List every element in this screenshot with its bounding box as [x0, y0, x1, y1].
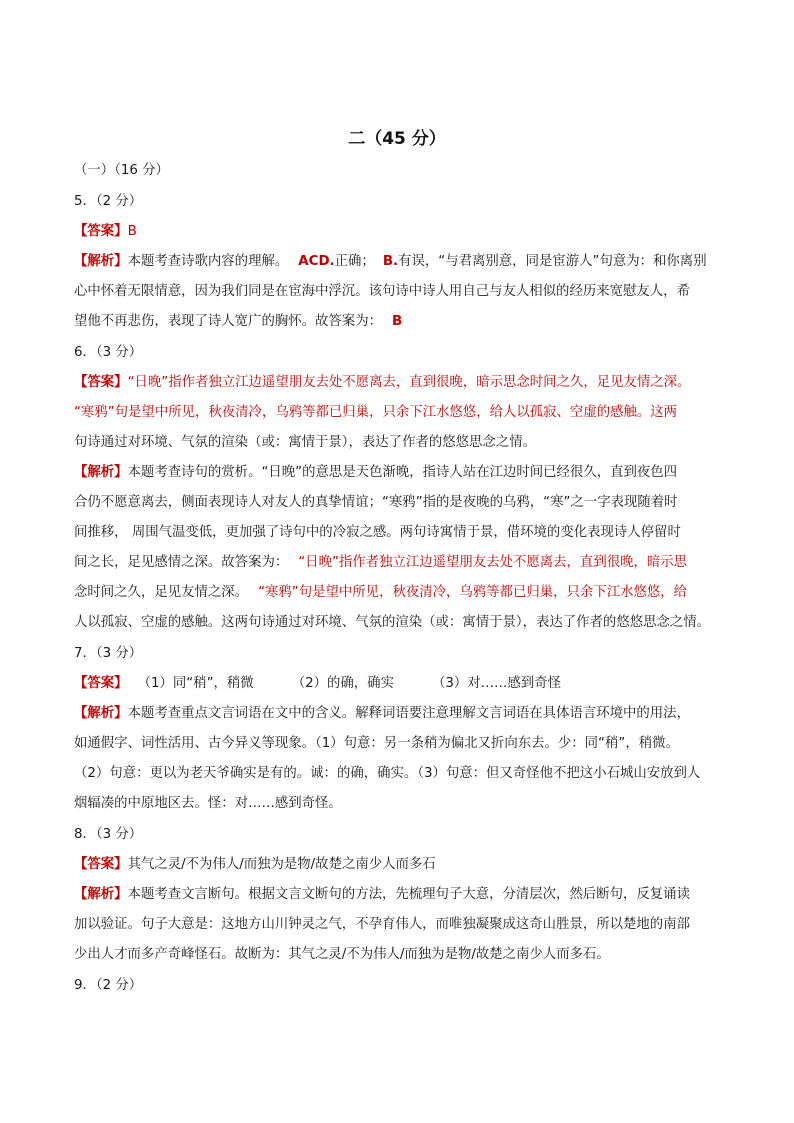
analysis-text: 念时间之久，足见友情之深。: [74, 585, 249, 600]
analysis-final-answer: “寒鸦”句是望中所见，秋夜清冷，乌鸦等都已归巢，只余下江水悠悠，给: [258, 585, 688, 600]
question-6-number: 6．（3 分）: [74, 345, 143, 360]
question-8-number: 8．（3 分）: [74, 827, 143, 842]
question-9-number: 9．（2 分）: [74, 978, 143, 993]
answer-text: B: [127, 224, 137, 239]
analysis-text: 本题考查诗句的赏析。“日晚”的意思是天色渐晚，指诗人站在江边时间已经很久，直到夜色四: [127, 465, 678, 480]
question-6-analysis-line: [74, 458, 724, 488]
analysis-tag: 【解析】: [74, 465, 128, 480]
question-8-answer: [74, 850, 724, 880]
question-7-number: 7．（3 分）: [74, 646, 143, 661]
question-7-answer: [74, 669, 724, 699]
answer-text: 其气之灵/不为伟人/而独为是物/故楚之南少人而多石: [127, 857, 436, 872]
analysis-text: 正确；: [334, 254, 375, 269]
question-6-analysis-line: [74, 578, 724, 608]
section-title: 二（45 分）: [348, 129, 446, 149]
answer-part-2: （2）的确，确实: [291, 676, 394, 691]
analysis-tag: 【解析】: [74, 706, 128, 721]
question-7-analysis-line: [74, 699, 724, 729]
analysis-text: 有误，“与君离别意，同是宦游人”句意为：和你离别: [398, 254, 707, 269]
document-body: [74, 156, 724, 1001]
answer-part-1: （1）同“稍”，稍微: [137, 676, 254, 691]
analysis-final-answer: “日晚”指作者独立江边遥望朋友去处不愿离去，直到很晚，暗示思: [298, 555, 688, 570]
analysis-text: 本题考查诗歌内容的理解。: [127, 254, 289, 269]
question-6-analysis-line: 间推移， 周围气温变低，更加强了诗句中的冷寂之感。两句诗寓情于景，借环境的变化表现诗人停留时: [74, 525, 681, 540]
question-6-answer-line: 句诗通过对环境、气氛的渲染（或：寓情于景），表达了作者的悠悠思念之情。: [74, 435, 536, 450]
question-7-analysis-line: 如通假字、词性活用、古今异义等现象。（1）句意：另一条稍为偏北又折向东去。少：同“稍”，稍微。: [74, 736, 679, 751]
analysis-option-acd: ACD.: [298, 254, 335, 269]
question-8-analysis-line: 少出人才而多产奇峰怪石。故断为：其气之灵/不为伟人/而独为是物/故楚之南少人而多石。: [74, 947, 610, 962]
analysis-text: 望他不再悲伤，表现了诗人宽广的胸怀。故答案为：: [74, 314, 382, 329]
question-6-analysis-line: 人以孤寂、空虚的感触。这两句诗通过对环境、气氛的渲染（或：寓情于景），表达了作者的悠悠思念之情。: [74, 615, 711, 630]
question-6-answer-line: “寒鸦”句是望中所见，秋夜清冷，乌鸦等都已归巢，只余下江水悠悠，给人以孤寂、空虚的感触。这两: [74, 405, 678, 420]
question-7-analysis-line: 烟辐凑的中原地区去。怪：对……感到奇怪。: [74, 796, 342, 811]
answer-tag: 【答案】: [74, 375, 128, 390]
question-6-answer: [74, 368, 724, 398]
answer-text: “日晚”指作者独立江边遥望朋友去处不愿离去，直到很晚，暗示思念时间之久，足见友情之深。: [127, 375, 691, 390]
question-5-analysis-line: [74, 307, 724, 337]
question-5-analysis-line: [74, 247, 724, 277]
analysis-text: 本题考查文言断句。根据文言文断句的方法，先梳理句子大意，分清层次，然后断句，反复诵读: [127, 887, 690, 902]
analysis-option-b: B.: [382, 254, 399, 269]
section-subtitle: （一）（16 分）: [74, 163, 169, 178]
question-8-analysis-line: [74, 880, 724, 910]
answer-tag: 【答案】: [74, 224, 128, 239]
question-7-analysis-line: （2）句意：更以为老天爷确实是有的。诚：的确，确实。（3）句意：但又奇怪他不把这小石城山安放到人: [74, 766, 701, 781]
analysis-tag: 【解析】: [74, 254, 128, 269]
answer-tag: 【答案】: [74, 857, 128, 872]
analysis-final-answer: B: [391, 314, 403, 329]
answer-part-3: （3）对……感到奇怪: [431, 676, 562, 691]
question-6-analysis-line: 合仍不愿意离去，侧面表现诗人对友人的真挚情谊；“寒鸦”指的是夜晚的乌鸦，“寒”之一字表现随着时: [74, 495, 678, 510]
answer-tag: 【答案】: [74, 676, 128, 691]
analysis-text: 本题考查重点文言词语在文中的含义。解释词语要注意理解文言词语在具体语言环境中的用法，: [127, 706, 690, 721]
question-6-analysis-line: [74, 548, 724, 578]
question-5-answer: [74, 217, 724, 247]
question-8-analysis-line: 加以验证。句子大意是：这地方山川钟灵之气，不孕育伟人，而唯独凝聚成这奇山胜景，所以楚地的南部: [74, 917, 690, 932]
question-5-analysis-line: 心中怀着无限情意，因为我们同是在宦海中浮沉。该句诗中诗人用自己与友人相似的经历来宽慰友人，希: [74, 284, 690, 299]
analysis-text: 间之长，足见感情之深。故答案为：: [74, 555, 289, 570]
question-5-number: 5．（2 分）: [74, 194, 143, 209]
analysis-tag: 【解析】: [74, 887, 128, 902]
